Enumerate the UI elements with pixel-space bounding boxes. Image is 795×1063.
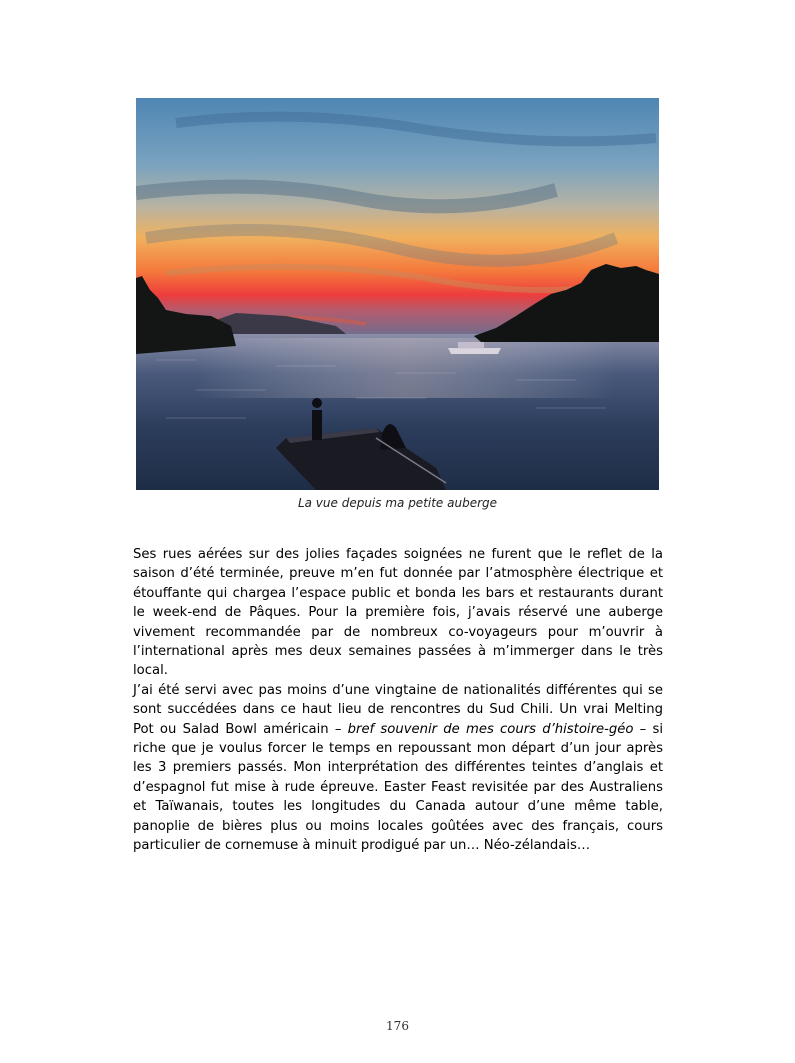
paragraph: Ses rues aérées sur des jolies façades soignées ne furent que le reflet de la saison d’été terminée, preuve m’en fut donnée par l’atmosphère électrique et étouffante qui chargea l’espace public et bonda les bars et restaurants durant le week-end de Pâques. Pour la première fois, j’avais réservé une auberge vivement recommandée par de nombreux co-voyageurs pour m’ouvrir à l’international après mes deux semaines passées à m’immerger dans le très local. — [133, 547, 663, 679]
paragraph: J’ai été servi avec pas moins d’une vingtaine de nationalités différentes qui se sont succédées dans ce haut lieu de rencontres du Sud Chili. Un vrai Melting Pot ou Salad Bowl américain – bref souvenir de mes cours d’histoire-géo – si riche que je voulus forcer le temps en repoussant mon départ d’un jour après les 3 premiers passés. Mon interprétation des différentes teintes d’anglais et d’espagnol fut mise à rude épreuve. Easter Feast revisitée par des Australiens et Taïwanais, toutes les longitudes du Canada autour d’une même table, panoplie de bières plus ou moins locales goûtées avec des français, cours particulier de cornemuse à minuit prodigué par un… Néo-zélandais… — [133, 682, 663, 854]
sunset-lake-photo — [136, 98, 659, 490]
italic-aside: bref souvenir de mes cours d’histoire-géo — [347, 721, 634, 737]
body-text — [133, 545, 663, 856]
figure-caption: La vue depuis ma petite auberge — [297, 496, 498, 510]
page-number: 176 — [386, 1019, 409, 1033]
